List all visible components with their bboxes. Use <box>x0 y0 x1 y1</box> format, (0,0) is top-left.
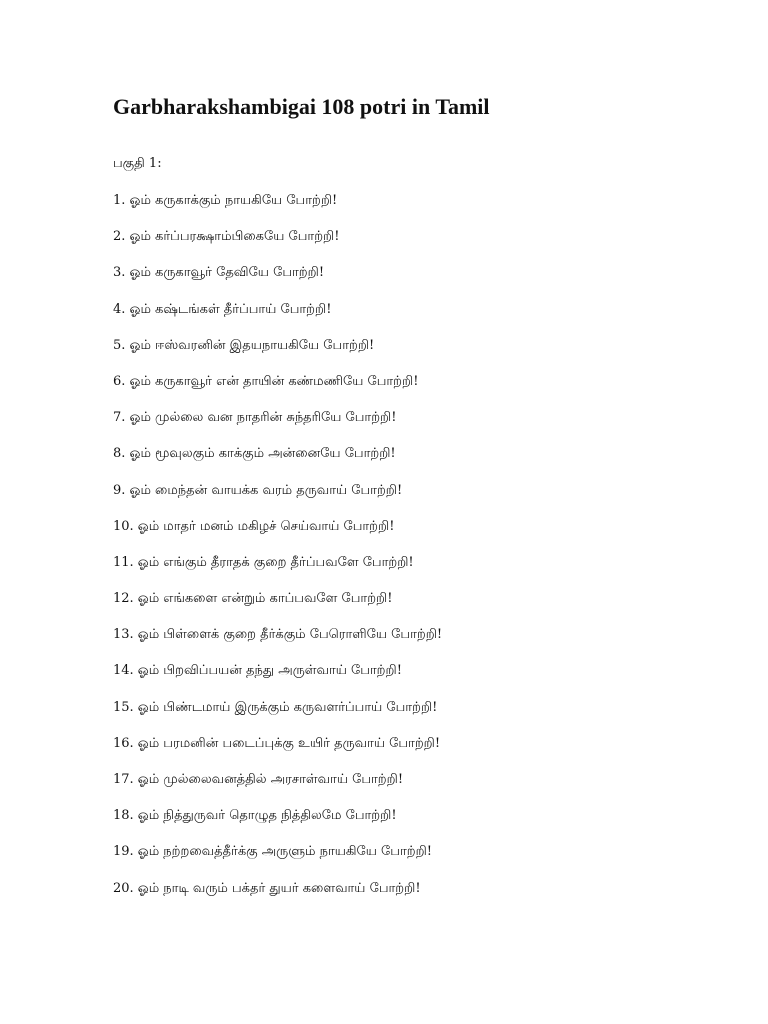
list-item: 5. ஓம் ஈஸ்வரனின் இதயநாயகியே போற்றி! <box>113 337 375 353</box>
list-item: 6. ஓம் கருகாவூர் என் தாயின் கண்மணியே போற்றி! <box>113 373 419 389</box>
list-item: 3. ஓம் கருகாவூர் தேவியே போற்றி! <box>113 265 325 281</box>
potri-list <box>113 191 442 915</box>
list-item: 10. ஓம் மாதர் மனம் மகிழச் செய்வாய் போற்றி! <box>113 518 395 534</box>
list-item: 16. ஓம் பரமனின் படைப்புக்கு உயிர் தருவாய் போற்றி! <box>113 735 441 751</box>
list-item: 9. ஓம் மைந்தன் வாயக்க வரம் தருவாய் போற்றி! <box>113 482 403 498</box>
section-label: பகுதி 1: <box>113 156 162 171</box>
list-item: 2. ஓம் கர்ப்பரக்ஷாம்பிகையே போற்றி! <box>113 229 340 245</box>
list-item: 8. ஓம் மூவுலகும் காக்கும் அன்னையே போற்றி! <box>113 446 396 462</box>
list-item: 7. ஓம் முல்லை வன நாதரின் சுந்தரியே போற்றி! <box>113 410 397 426</box>
list-item: 19. ஓம் நற்றவைத்தீர்க்கு அருளும் நாயகியே போற்றி! <box>113 844 432 860</box>
list-item: 4. ஓம் கஷ்டங்கள் தீர்ப்பாய் போற்றி! <box>113 301 332 317</box>
document-title: Garbharakshambigai 108 potri in Tamil <box>113 94 490 119</box>
list-item: 11. ஓம் எங்கும் தீராதக் குறை தீர்ப்பவளே போற்றி! <box>113 554 414 570</box>
list-item: 18. ஓம் நித்துருவர் தொழுத நித்திலமே போற்றி! <box>113 808 397 824</box>
list-item: 15. ஓம் பிண்டமாய் இருக்கும் கருவளர்ப்பாய் போற்றி! <box>113 699 438 715</box>
list-item: 17. ஓம் முல்லைவனத்தில் அரசாள்வாய் போற்றி! <box>113 772 404 787</box>
list-item: 13. ஓம் பிள்ளைக் குறை தீர்க்கும் பேரொளியே போற்றி! <box>113 627 443 643</box>
list-item: 20. ஓம் நாடி வரும் பக்தர் துயர் களைவாய் போற்றி! <box>113 880 421 896</box>
list-item: 14. ஓம் பிறவிப்பயன் தந்து அருள்வாய் போற்றி! <box>113 663 402 679</box>
list-item: 1. ஓம் கருகாக்கும் நாயகியே போற்றி! <box>113 193 338 208</box>
list-item: 12. ஓம் எங்களை என்றும் காப்பவளே போற்றி! <box>113 591 393 607</box>
